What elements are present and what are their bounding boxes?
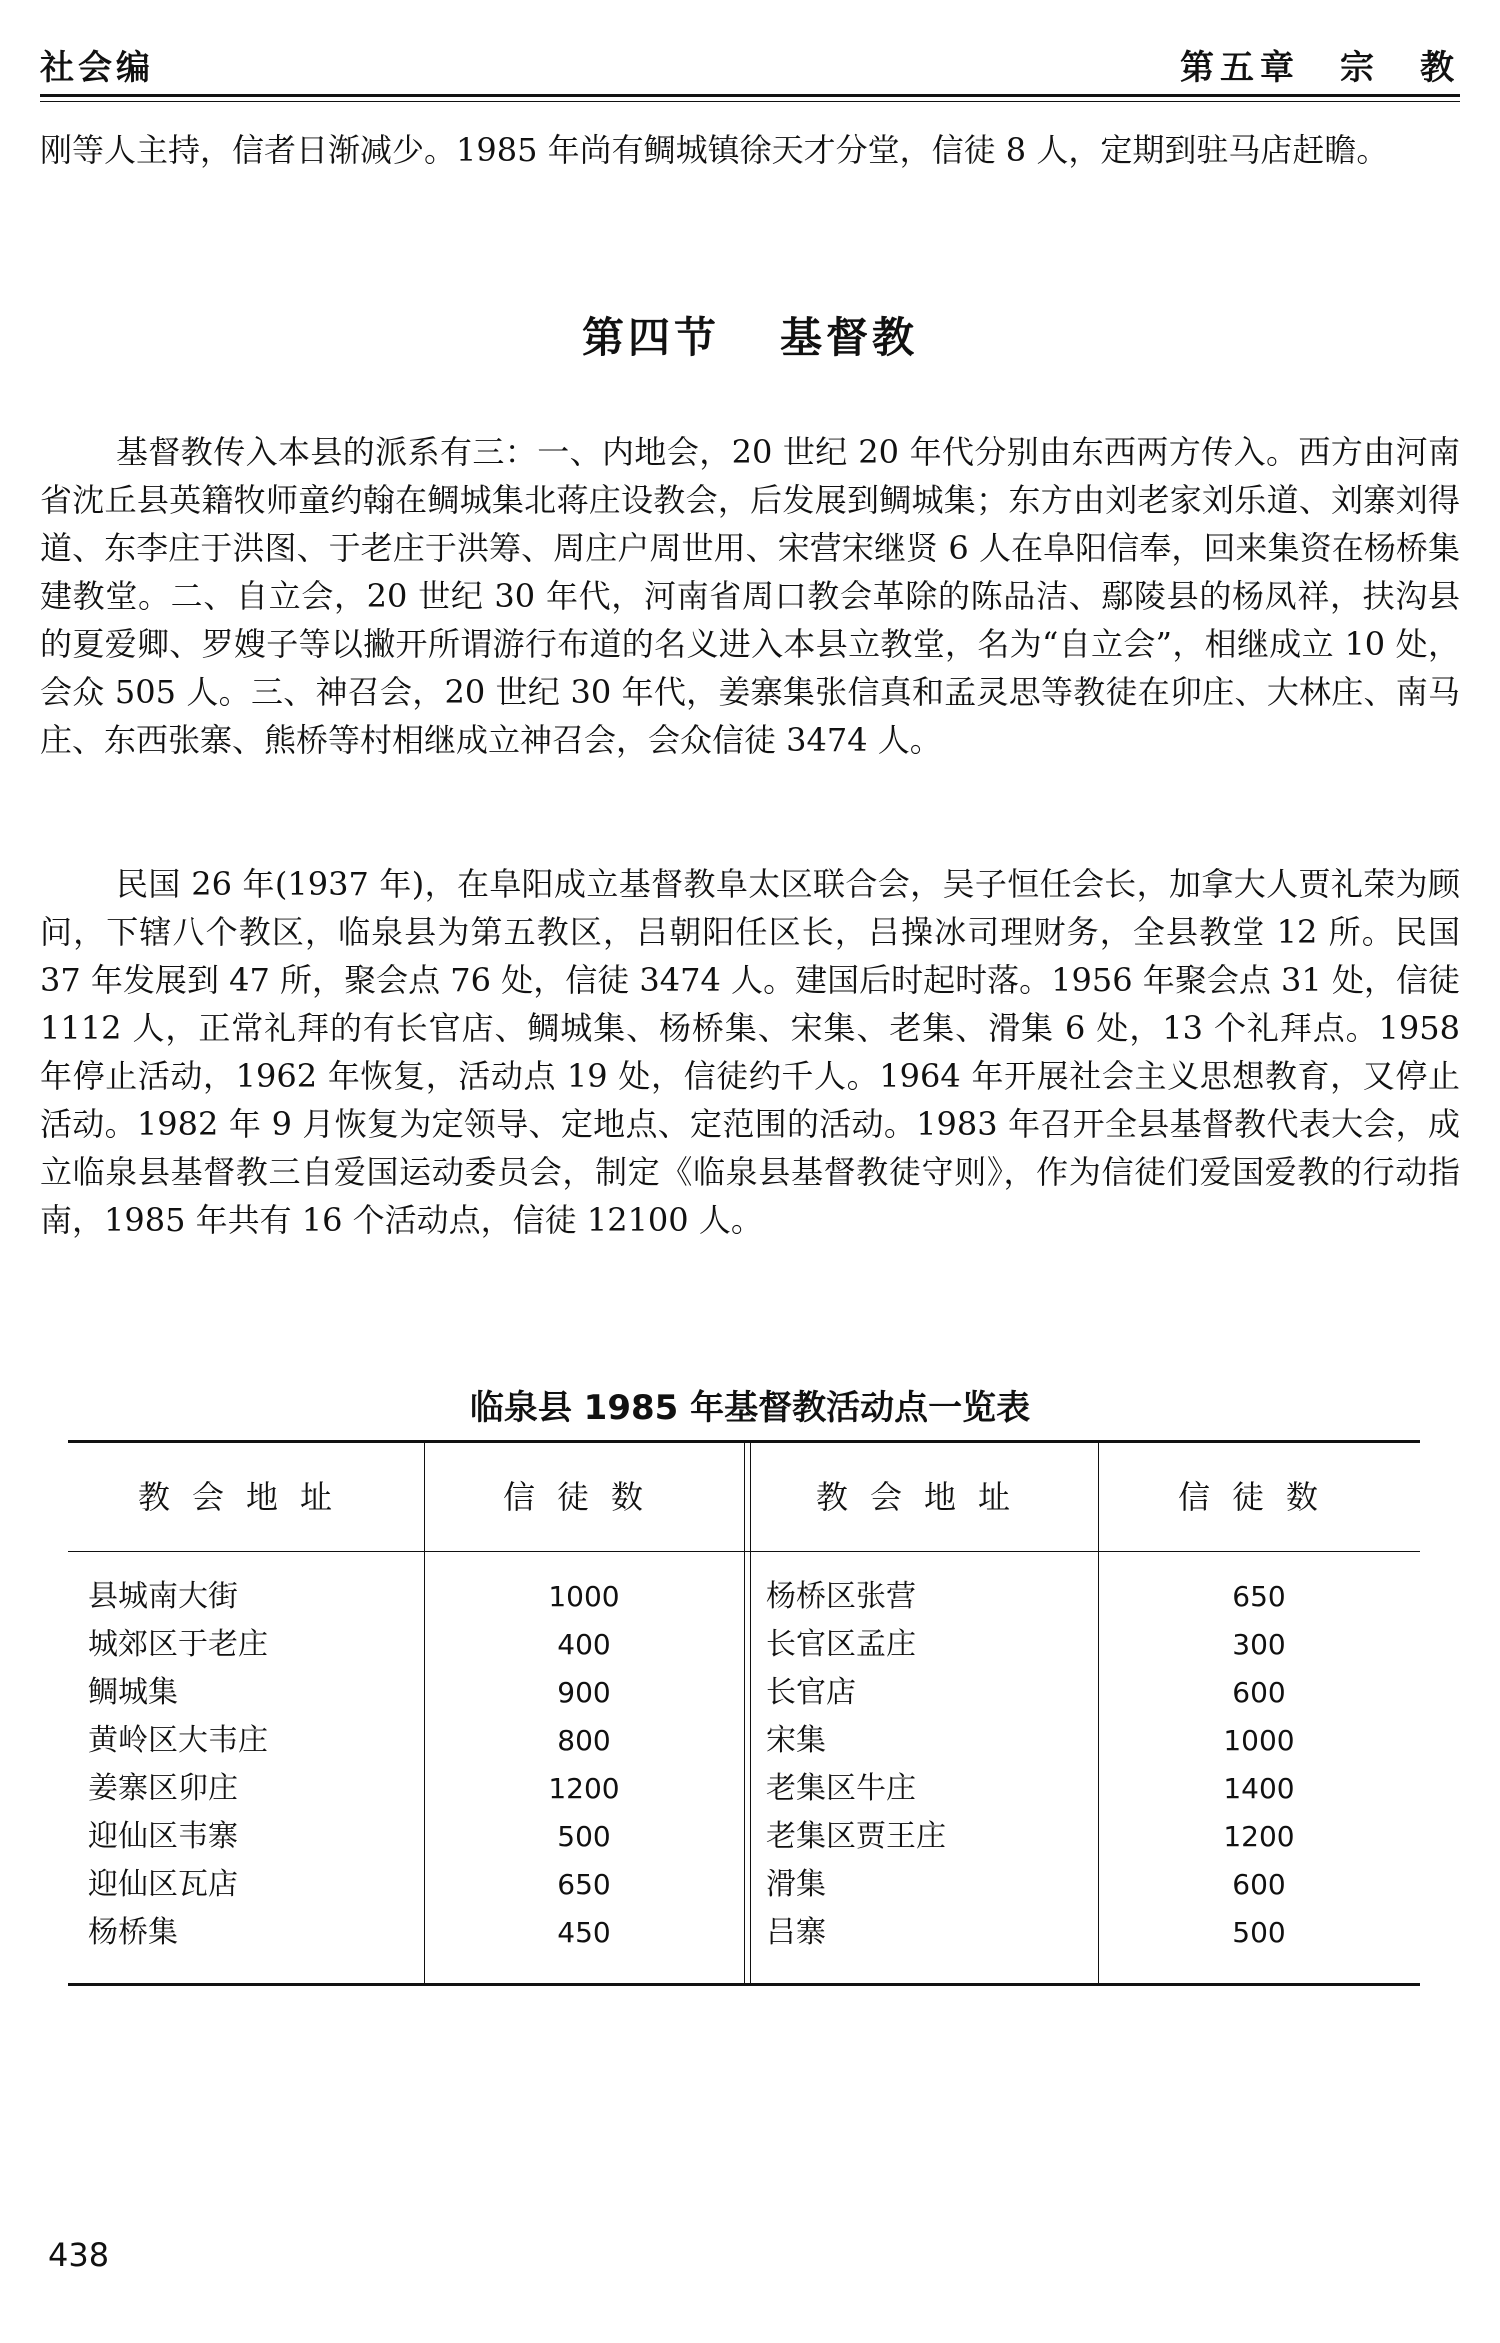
table-cell-address: 县城南大街 [88, 1579, 238, 1614]
section-name: 基督教 [780, 313, 919, 362]
table-cell-address: 滑集 [766, 1867, 826, 1902]
table-cell-count: 1200 [548, 1772, 620, 1805]
table-cell-address: 迎仙区瓦店 [88, 1867, 238, 1902]
table-cell-address: 杨桥区张营 [766, 1579, 916, 1614]
header-count-left: 信徒数 [502, 1478, 665, 1516]
table-cell-address: 黄岭区大韦庄 [88, 1723, 268, 1758]
running-header-right: 第五章 宗 教 [1180, 48, 1460, 88]
table-cell-address: 老集区牛庄 [766, 1771, 916, 1806]
table-cell-address: 城郊区于老庄 [88, 1627, 268, 1662]
table-cell-count: 600 [1232, 1868, 1286, 1901]
table-cell-count: 650 [557, 1868, 611, 1901]
table-cell-count: 650 [1232, 1580, 1286, 1613]
table-cell-count: 800 [557, 1724, 611, 1757]
section-number: 第四节 [581, 313, 720, 362]
table-cell-count: 400 [557, 1628, 611, 1661]
table-cell-address: 吕寨 [766, 1915, 826, 1950]
body-paragraph-2: 民国 26 年(1937 年)，在阜阳成立基督教阜太区联合会，吴子恒任会长，加拿大人贾礼荣为顾问，下辖八个教区，临泉县为第五教区，吕朝阳任区长，吕操冰司理财务，全县教堂 12 所。民国 37 年发展到 47 所，聚会点 76 处，信徒 3474 人。建国后时起时落。1956 年聚会点 31 处，信徒 1112 人，正常礼拜的有长官店、鲷城集、杨桥集、宋集、老集、滑集 6 处，13 个礼拜点。1958 年停止活动，1962 年恢复，活动点 19 处，信徒约千人。1964 年开展社会主义思想教育，又停止活动。1982 年 9 月恢复为定领导、定地点、定范围的活动。1983 年召开全县基督教代表大会，成立临泉县基督教三自爱国运动委员会，制定《临泉县基督教徒守则》，作为信徒们爱国爱教的行动指南，1985 年共有 16 个活动点，信徒 12100 人。 [40, 865, 1460, 1239]
running-header-left: 社会编 [40, 48, 154, 88]
table-cell-count: 450 [557, 1916, 611, 1949]
table-cell-address: 老集区贾王庄 [766, 1819, 946, 1854]
table-cell-count: 500 [1232, 1916, 1286, 1949]
header-address-right: 教会地址 [815, 1478, 1032, 1516]
section-title [0, 305, 1500, 365]
column-divider-double-a [744, 1443, 745, 1983]
table-cell-address: 长官区孟庄 [766, 1627, 916, 1662]
table-cell-address: 迎仙区韦寨 [88, 1819, 238, 1854]
table-cell-address: 杨桥集 [88, 1915, 178, 1950]
page-number: 438 [48, 2236, 110, 2274]
table-cell-count: 1000 [548, 1580, 620, 1613]
header-address-left: 教会地址 [137, 1478, 354, 1516]
table-cell-count: 500 [557, 1820, 611, 1853]
churches-table [68, 1440, 1420, 1986]
table-cell-count: 1000 [1223, 1724, 1295, 1757]
table-cell-address: 宋集 [766, 1723, 826, 1758]
continuation-paragraph: 刚等人主持，信者日渐减少。1985 年尚有鲷城镇徐天才分堂，信徒 8 人，定期到驻马店赶瞻。 [40, 131, 1389, 169]
table-cell-count: 1200 [1223, 1820, 1295, 1853]
table-cell-count: 1400 [1223, 1772, 1295, 1805]
table-cell-count: 900 [557, 1676, 611, 1709]
table-cell-address: 长官店 [766, 1675, 856, 1710]
header-rule-thin [40, 101, 1460, 102]
table-cell-count: 300 [1232, 1628, 1286, 1661]
table-cell-address: 姜寨区卯庄 [88, 1771, 238, 1806]
table-cell-count: 600 [1232, 1676, 1286, 1709]
table-cell-address: 鲷城集 [88, 1675, 178, 1710]
header-rule-thick [40, 94, 1460, 97]
body-paragraph-1: 基督教传入本县的派系有三：一、内地会，20 世纪 20 年代分别由东西两方传入。西方由河南省沈丘县英籍牧师童约翰在鲷城集北蒋庄设教会，后发展到鲷城集；东方由刘老家刘乐道、刘寨刘得道、东李庄于洪图、于老庄于洪筹、周庄户周世用、宋营宋继贤 6 人在阜阳信奉，回来集资在杨桥集建教堂。二、自立会，20 世纪 30 年代，河南省周口教会革除的陈品洁、鄢陵县的杨凤祥，扶沟县的夏爱卿、罗嫂子等以撇开所谓游行布道的名义进入本县立教堂，名为“自立会”，相继成立 10 处，会众 505 人。三、神召会，20 世纪 30 年代，姜寨集张信真和孟灵思等教徒在卯庄、大林庄、南马庄、东西张寨、熊桥等村相继成立神召会，会众信徒 3474 人。 [40, 433, 1460, 759]
table-title: 临泉县 1985 年基督教活动点一览表 [469, 1388, 1031, 1428]
header-count-right: 信徒数 [1177, 1478, 1340, 1516]
header-divider [68, 1551, 1420, 1552]
